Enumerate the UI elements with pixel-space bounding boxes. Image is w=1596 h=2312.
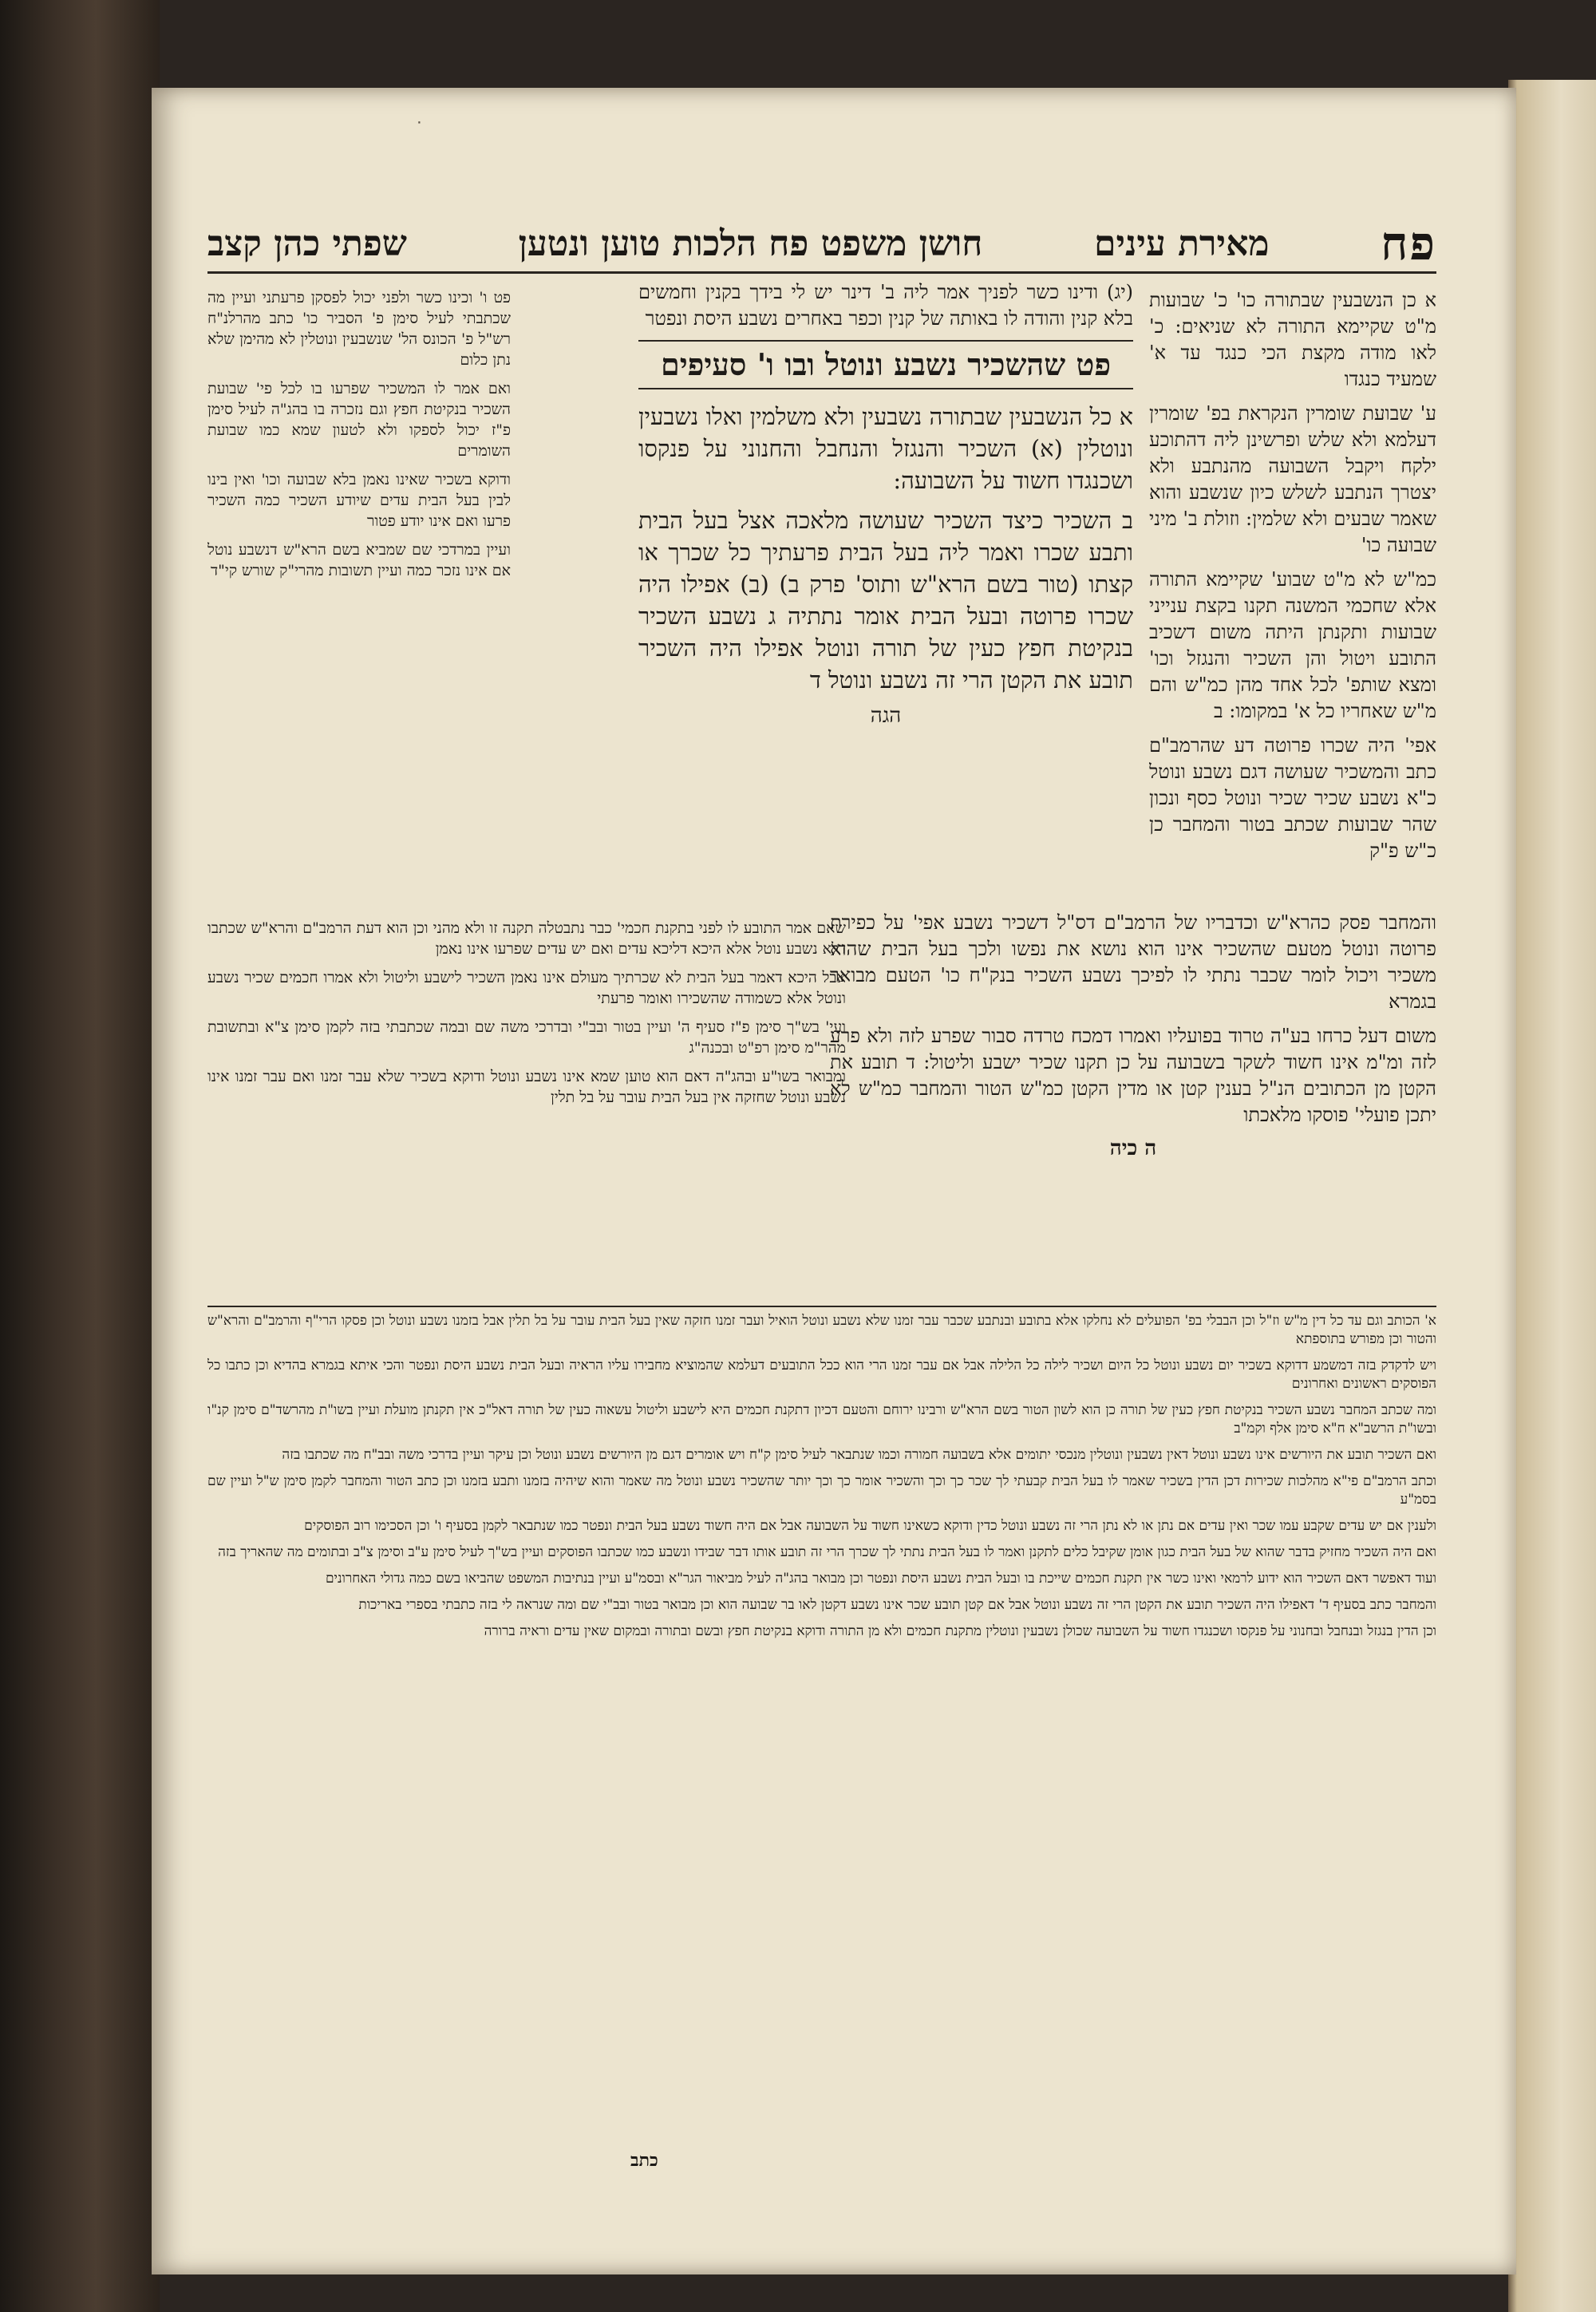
right-lower-commentary xyxy=(830,910,1436,1261)
commentary-paragraph: ועי' בש"ך סימן פ"ז סעיף ה' ועיין בטור ובב"י ובדרכי משה שם ובמה שכתבתי בזה לקמן סימן צ"א ובתשובת מהר"מ סימן רפ"ט ובכנה"ג xyxy=(207,1018,846,1057)
commentary-paragraph: כמ"ש לא מ"ט שבוע' שקיימא התורה אלא שחכמי המשנה תקנו בקצת ענייני שבועות ותקנתן היתה משום דשכיב התובע ויטול והן השכיר והנגזל וכו' ומצא שותפ' לכל אחד מהן כמ"ש והם מ"ש שאחריו כל א' במקומו: ב xyxy=(1149,568,1436,722)
main-text-column xyxy=(638,279,1133,902)
commentary-paragraph: א כן הנשבעין שבתורה כו' כ' שבועות מ"ט שקיימא התורה לא שניאים: כ' לאו מודה מקצת הכי כנגד עד א' שמעיד כנגדו xyxy=(1149,289,1436,390)
next-page-edge xyxy=(1508,80,1596,2312)
left-lower-commentary xyxy=(207,918,846,1269)
commentary-paragraph: ועיין במרדכי שם שמביא בשם הרא"ש דנשבע נוטל אם אינו נזכר כמה ועיין תשובות מהרי"ק שורש קי"ד xyxy=(207,541,511,579)
book-page xyxy=(152,88,1516,2274)
commentary-paragraph: שאם אמר התובע לו לפני בתקנת חכמי' כבר נתבטלה תקנה זו ולא מהני וכן הוא דעת הרמב"ם והרא"ש שכתבו דלא נשבע נוטל אלא היכא דליכא עדים ואם יש עדים שפרעו אינו נאמן xyxy=(207,919,846,958)
commentary-paragraph: ואם היה השכיר מחזיק בדבר שהוא של בעל הבית כגון אומן שקיבל כלים לתקנן ואמר לו בעל הבית נתתי לך שכרך הרי זה תובע אותו דבר שבידו ונשבע כמו שכתבו הפוסקים ועיין בש"ך לעיל סימן ע"ב וסימן צ"ב ובתומים מה שהאריך בזה xyxy=(218,1544,1436,1560)
commentary-paragraph: וכן הדין בנגזל ובנחבל ובחנוני על פנקסו ושכנגדו חשוד על השבועה שכולן נשבעין ונוטלין מתקנת חכמים ולא מן התורה ודוקא בנקיטת חפץ ובשם ובתורה ובמקום שאין עדים וראיה ברורה xyxy=(484,1623,1436,1639)
siman-title: פט שהשכיר נשבע ונוטל ובו ו' סעיפים xyxy=(638,340,1133,389)
commentary-paragraph: ויש לדקדק בזה דמשמע דדוקא בשכיר יום נשבע ונוטל כל היום ושכיר לילה כל הלילה אבל אם עבר זמנו הרי הוא ככל התובעים דעלמא שהמוציא מחבירו עליו הראיה ובעל הבית נשבע היסת ונפטר והכי איתא בגמרא בהדיא וכן כתבו כל הפוסקים ראשונים ואחרונים xyxy=(207,1358,1436,1392)
commentary-paragraph: ולענין אם יש עדים שקבע עמו שכר ואין עדים אם נתן או לא נתן הרי זה נשבע ונוטל כדין ודוקא כשאינו חשוד על השבועה אבל אם היה חשוד נשבע בעל הבית ונפטר כמו שנתבאר לקמן בסעיף ו' וכן הסכימו רוב הפוסקים xyxy=(304,1518,1436,1534)
section-signature: ה כיה xyxy=(1109,1136,1157,1160)
commentary-paragraph: משום דעל כרחו בע"ה טרוד בפועליו ואמרו דמכח טרדה סבור שפרע לזה ולא פרע לזה ומ"מ אינו חשוד לשקר בשבועה על כן תקנו שכיר ישבע וליטול: ד תובע את הקטן מן הכתובים הנ"ל בענין קטן או מדין הקטן כמ"ש הטור והמחבר כמ"ש לא יתכן פועלי' פוסקו מלאכתו xyxy=(830,1025,1436,1126)
divider xyxy=(207,1306,1436,1307)
commentary-paragraph: אפי' היה שכרו פרוטה דע שהרמב"ם כתב והמשכיר שעושה דגם נשבע ונוטל כ"א נשבע שכיר שכיר ונוטל כסף ונכון שהר שבועות שכתב בטור והמחבר כן כ"ש פ"ק xyxy=(1149,734,1436,862)
commentary-paragraph: ומבואר בשו"ע ובהג"ה דאם הוא טוען שמא אינו נשבע ונוטל ודוקא בשכיר שלא עבר זמנו ואם עבר זמנו אינו נשבע ונוטל שחזקה אין בעל הבית עובר על בל תלין xyxy=(207,1068,846,1106)
commentary-paragraph: ואם אמר לו המשכיר שפרעו בו לכל פי' שבועת השכיר בנקיטת חפץ וגם נזכרה בו בהג"ה לעיל סימן פ"ז יכול לספקו ולא לטעון שמא כמו שבועת השומרים xyxy=(207,380,511,460)
commentary-paragraph: ומה שכתב המחבר נשבע השכיר בנקיטת חפץ כעין של תורה כן הוא לשון הטור בשם הרא"ש ורבינו ירוחם והטעם דכיון דתקנת חכמים היא לישבע וליטול עשאוה כעין של תורה דאל"כ אין תקנתן מועלת ועיין בשו"ת מהרשד"ם סימן קנ"ו ובשו"ת הרשב"א ח"א סימן אלף וקמ"ב xyxy=(207,1402,1436,1437)
header-right-title: מאירת עינים xyxy=(1094,223,1270,264)
bottom-commentary-block xyxy=(207,1301,1436,2179)
header-center-title: חושן משפט פח הלכות טוען ונטען xyxy=(518,223,983,264)
header-page-marker: פח xyxy=(1381,216,1436,271)
book-binding xyxy=(0,0,160,2312)
commentary-paragraph: והמחבר פסק כהרא"ש וכדבריו של הרמב"ם דס"ל דשכיר נשבע אפי' על כפירת פרוטה ונוטל מטעם שהשכיר אינו הוא נושא את נפשו ולכך בעל הבית שהוא משכיר ויכול לומר שכבר נתתי לו לפיכך נשבע השכיר בנק"ח כו' הטעם מבואר בגמרא xyxy=(830,911,1436,1013)
header-left-title: שפתי כהן קצב xyxy=(207,223,407,264)
commentary-paragraph: אבל היכא דאמר בעל הבית לא שכרתיך מעולם אינו נאמן השכיר לישבע וליטול ולא אמרו חכמים שכיר נשבע ונוטל אלא כשמודה שהשכירו ואומר פרעתי xyxy=(207,969,846,1007)
commentary-paragraph: ע' שבועת שומרין הנקראת בפ' שומרין דעלמא ולא שלש ופרשינן ליה דהתוכע ילקח ויקבל השבועה מהנתבע ולא יצטרך הנתבע לשלש כיון שנשבע והוא שאמר שבעים ולא שלמין: וזולת ב' מיני שבועה כו' xyxy=(1149,402,1436,556)
commentary-paragraph: ואם השכיר תובע את היורשים אינו נשבע ונוטל דאין נשבעין ונוטלין מנכסי יתומים אלא בשבועה חמורה וכמו שנתבאר לעיל סימן ק"ח ויש אומרים דגם מן היורשים נשבע ונוטל וכן עיקר ועיין בדרכי משה ובב"ח מה שכתבו בזה xyxy=(282,1447,1436,1463)
intro-note: (יג) ודינו כשר לפניך אמר ליה ב' דינר יש לי בידך בקנין וחמשים בלא קנין והודה לו באותה של קנין וכפר באחרים נשבע היסת ונפטר xyxy=(638,281,1133,330)
seif-text: ב השכיר כיצד השכיר שעושה מלאכה אצל בעל הבית ותבע שכרו ואמר ליה בעל הבית פרעתיך כל שכרך או קצתו (טור בשם הרא"ש ותוס' פרק ב) (ב) אפילו היה שכרו פרוטה ובעל הבית אומר נתתיה ג נשבע השכיר בנקיטת חפץ כעין של תורה ונוטל אפילו היה השכיר תובע את הקטן הרי זה נשבע ונוטל ד xyxy=(638,507,1133,694)
running-header xyxy=(207,215,1436,274)
ink-mark: ۰ xyxy=(415,112,424,131)
catchword: כתב xyxy=(630,2150,658,2171)
commentary-paragraph: וכתב הרמב"ם פי"א מהלכות שכירות דכן הדין בשכיר שאמר לו בעל הבית קבעתי לך שכר כך וכך והשכיר אומר כך וכך יותר שהשכיר נשבע ונוטל מה שאמר והוא שיהיה בזמנו ותבע בזמנו וכן כתב הטור והמחבר לקמן סימן ש"ל ועיין שם בסמ"ע xyxy=(207,1473,1436,1508)
commentary-paragraph: ודוקא בשכיר שאינו נאמן בלא שבועה וכו' ואין בינו לבין בעל הבית עדים שיודע השכיר כמה השכיר פרעו ואם אינו יודע פטור xyxy=(207,471,511,530)
commentary-paragraph: פט ו' וכינו כשר ולפני יכול לפסקן פרעתני ועיין מה שכתבתי לעיל סימן פ' הסביר כו' כתב מהרלנ"ח רש"ל פ' הכונס הל' שנשבעין ונוטלין לא מהימן שלא נתן כלום xyxy=(207,289,511,369)
commentary-paragraph: א' הכותב וגם עד כל דין מ"ש וז"ל וכן הבבלי בפ' הפועלים לא נחלקו אלא בתובע ובנתבע שכבר עבר זמנו שלא נשבע ונוטל הואיל ועבר זמנו חזקה שאין בעל הבית עובר על בל תלין אבל בזמנו נשבע ונוטל וכן פסקו הרי"ף והרמב"ם והרא"ש והטור וכן מפורש בתוספתא xyxy=(207,1313,1436,1347)
seif-text: א כל הנשבעין שבתורה נשבעין ולא משלמין ואלו נשבעין ונוטלין (א) השכיר והנגזל והנחבל והחנוני על פנקסו ושכנגדו חשוד על השבועה: xyxy=(638,403,1133,494)
commentary-paragraph: והמחבר כתב בסעיף ד' דאפילו היה השכיר תובע את הקטן הרי זה נשבע ונוטל אבל אם קטן תובע שכר אינו נשבע דקטן לאו בר שבועה הוא וכן מבואר בטור ובב"י שם ומה שנראה לי בזה כתבתי בספרי באריכות xyxy=(358,1597,1436,1613)
hagah-label: הגה xyxy=(870,704,902,728)
commentary-paragraph: ועוד דאפשר דאם השכיר הוא ידוע לרמאי ואינו כשר אין תקנת חכמים שייכת בו ובעל הבית נשבע היסת ונפטר וכן מבואר בהג"ה לעיל מביאור הגר"א ובסמ"ע ועיין בנתיבות המשפט שהביאו בשם כמה גדולי האחרונים xyxy=(325,1571,1436,1587)
